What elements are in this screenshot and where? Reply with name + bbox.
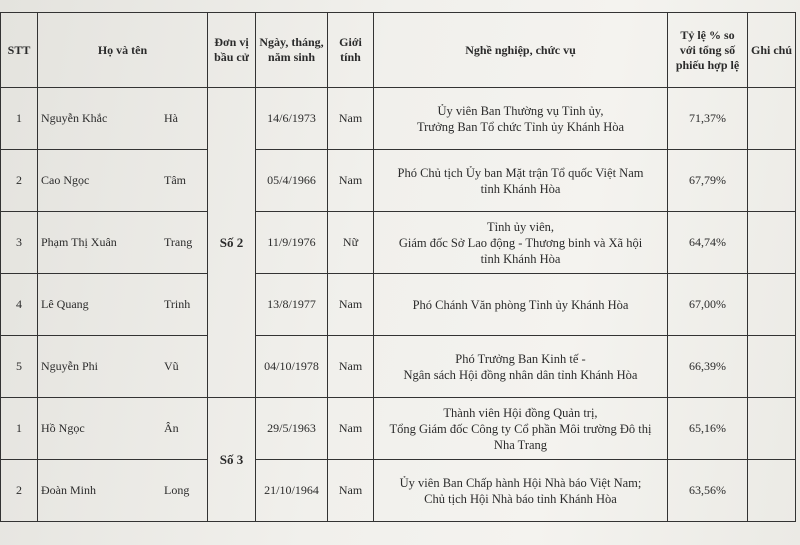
cell-note	[748, 212, 796, 274]
candidate-table	[0, 12, 796, 522]
job-line: tỉnh Khánh Hòa	[480, 181, 561, 196]
cell-dob: 04/10/1978	[256, 336, 328, 398]
cell-dob: 21/10/1964	[256, 460, 328, 522]
cell-stt: 5	[1, 336, 38, 398]
cell-gender: Nam	[328, 336, 374, 398]
cell-pct: 67,00%	[668, 274, 748, 336]
job-line: Giám đốc Sở Lao động - Thương binh và Xã hội	[398, 235, 643, 250]
name-last: Trang	[164, 235, 193, 249]
name-first: Đoàn Minh	[41, 483, 96, 497]
cell-gender: Nam	[328, 150, 374, 212]
name-first: Lê Quang	[41, 297, 89, 311]
header-pct: Tỷ lệ % so với tổng số phiếu hợp lệ	[668, 13, 748, 88]
table-row	[1, 88, 796, 150]
name-first: Nguyễn Khắc	[41, 111, 108, 125]
job-line: Tỉnh ủy viên,	[486, 219, 554, 234]
table-row	[1, 274, 796, 336]
cell-pct: 66,39%	[668, 336, 748, 398]
cell-name	[38, 398, 208, 460]
cell-gender: Nam	[328, 274, 374, 336]
cell-name	[38, 336, 208, 398]
name-last: Tâm	[164, 173, 186, 187]
cell-note	[748, 398, 796, 460]
job-line: Phó Chánh Văn phòng Tỉnh ủy Khánh Hòa	[412, 297, 629, 312]
table-row	[1, 398, 796, 460]
cell-dob: 14/6/1973	[256, 88, 328, 150]
cell-note	[748, 88, 796, 150]
cell-job	[374, 150, 668, 212]
name-wrap	[41, 111, 204, 126]
cell-note	[748, 460, 796, 522]
job-line: Ủy viên Ban Chấp hành Hội Nhà báo Việt Nam;	[399, 475, 642, 490]
cell-name	[38, 212, 208, 274]
cell-stt: 1	[1, 398, 38, 460]
cell-note	[748, 274, 796, 336]
job-line: Nha Trang	[493, 437, 548, 452]
cell-gender: Nữ	[328, 212, 374, 274]
job-line: Phó Trưởng Ban Kinh tế -	[455, 351, 586, 366]
header-name: Họ và tên	[38, 13, 208, 88]
cell-pct: 63,56%	[668, 460, 748, 522]
cell-stt: 2	[1, 150, 38, 212]
name-wrap	[41, 235, 204, 250]
cell-dob: 29/5/1963	[256, 398, 328, 460]
cell-job	[374, 336, 668, 398]
cell-pct: 71,37%	[668, 88, 748, 150]
name-wrap	[41, 483, 204, 498]
cell-stt: 4	[1, 274, 38, 336]
cell-note	[748, 336, 796, 398]
table-row	[1, 212, 796, 274]
cell-job	[374, 398, 668, 460]
name-last: Long	[164, 483, 190, 497]
name-wrap	[41, 421, 204, 436]
name-last: Hà	[164, 111, 178, 125]
job-line: Chủ tịch Hội Nhà báo tỉnh Khánh Hòa	[424, 491, 617, 506]
cell-unit: Số 2	[208, 88, 256, 398]
cell-job	[374, 212, 668, 274]
cell-gender: Nam	[328, 398, 374, 460]
header-gender: Giới tính	[328, 13, 374, 88]
job-line: Thành viên Hội đồng Quản trị,	[443, 405, 598, 420]
name-last: Trinh	[164, 297, 191, 311]
cell-name	[38, 88, 208, 150]
table-row	[1, 460, 796, 522]
cell-gender: Nam	[328, 88, 374, 150]
cell-note	[748, 150, 796, 212]
header-dob: Ngày, tháng, năm sinh	[256, 13, 328, 88]
cell-name	[38, 274, 208, 336]
table-row	[1, 336, 796, 398]
name-wrap	[41, 359, 204, 374]
job-line: tỉnh Khánh Hòa	[480, 251, 561, 266]
name-first: Cao Ngọc	[41, 173, 90, 187]
header-note: Ghi chú	[748, 13, 796, 88]
cell-job	[374, 460, 668, 522]
job-line: Phó Chủ tịch Ủy ban Mặt trận Tổ quốc Việt Nam	[397, 165, 644, 180]
job-line: Ngân sách Hội đồng nhân dân tỉnh Khánh Hòa	[403, 367, 638, 382]
name-first: Nguyễn Phi	[41, 359, 98, 373]
header-stt: STT	[1, 13, 38, 88]
table-row	[1, 150, 796, 212]
header-unit: Đơn vị bầu cử	[208, 13, 256, 88]
job-line: Tổng Giám đốc Công ty Cổ phần Môi trường Đô thị	[389, 421, 652, 436]
cell-stt: 1	[1, 88, 38, 150]
name-wrap	[41, 173, 204, 188]
job-line: Trưởng Ban Tổ chức Tỉnh ủy Khánh Hòa	[416, 119, 625, 134]
cell-dob: 13/8/1977	[256, 274, 328, 336]
cell-job	[374, 88, 668, 150]
header-job: Nghề nghiệp, chức vụ	[374, 13, 668, 88]
cell-stt: 2	[1, 460, 38, 522]
cell-pct: 64,74%	[668, 212, 748, 274]
cell-gender: Nam	[328, 460, 374, 522]
cell-job	[374, 274, 668, 336]
name-last: Ân	[164, 421, 179, 435]
cell-dob: 11/9/1976	[256, 212, 328, 274]
name-first: Hồ Ngọc	[41, 421, 85, 435]
name-last: Vũ	[164, 359, 179, 373]
cell-stt: 3	[1, 212, 38, 274]
cell-pct: 65,16%	[668, 398, 748, 460]
name-wrap	[41, 297, 204, 312]
cell-name	[38, 150, 208, 212]
job-line: Ủy viên Ban Thường vụ Tỉnh ủy,	[437, 103, 604, 118]
cell-unit: Số 3	[208, 398, 256, 522]
cell-pct: 67,79%	[668, 150, 748, 212]
cell-name	[38, 460, 208, 522]
name-first: Phạm Thị Xuân	[41, 235, 117, 249]
cell-dob: 05/4/1966	[256, 150, 328, 212]
header-row	[1, 13, 796, 88]
